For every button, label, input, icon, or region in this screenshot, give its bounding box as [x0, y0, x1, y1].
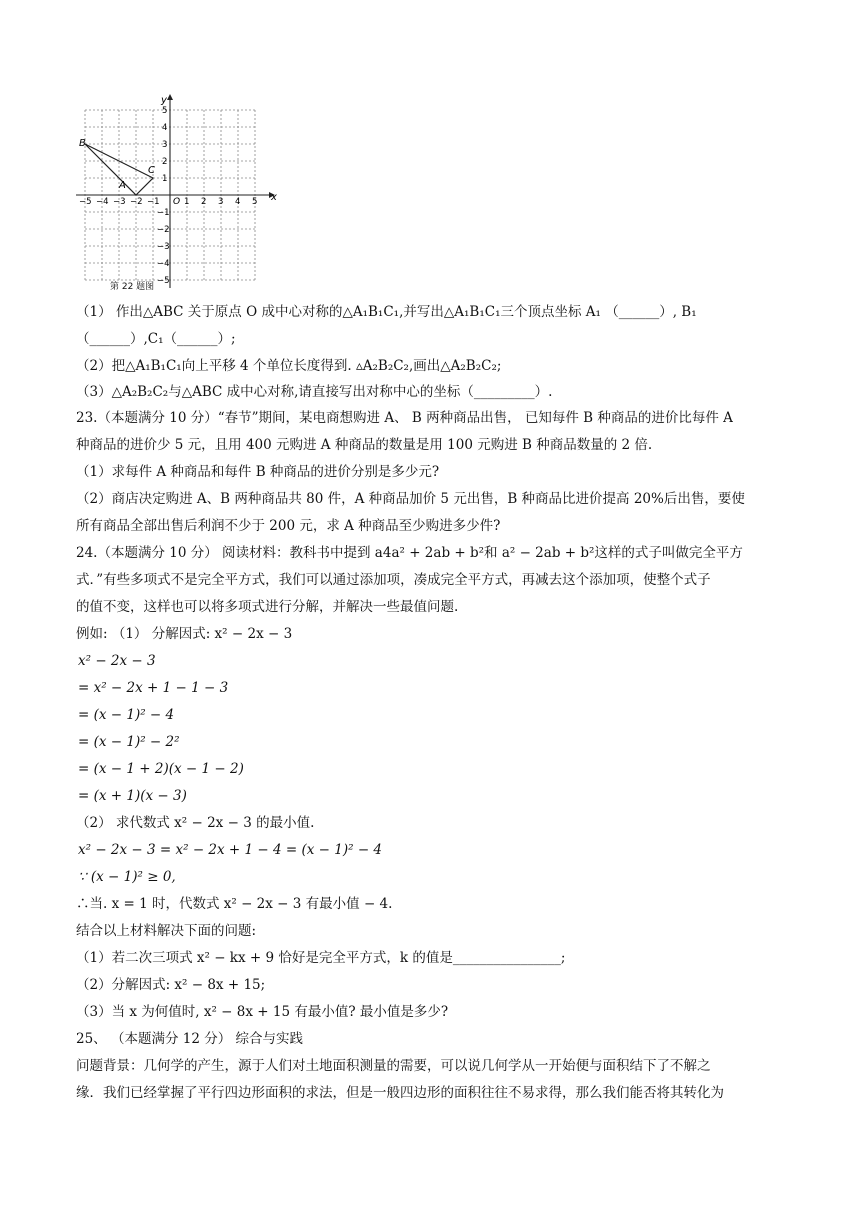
y-tick-labels [157, 106, 170, 286]
y-tick: −4 [157, 259, 170, 269]
q22-part3: （3）△A₂B₂C₂与△ABC 成中心对称,请直接写出对称中心的坐标（_________）. [76, 384, 553, 400]
q24-part1: （1）若二次三项式 x² − kx + 9 恰好是完全平方式，k 的值是________________; [76, 950, 566, 966]
point-a-label: A [119, 180, 126, 191]
example-step: = x² − 2x + 1 − 1 − 3 [78, 680, 229, 696]
x-tick: 2 [201, 197, 207, 207]
q24-line1: 24.（本题满分 10 分） 阅读材料：教科书中提到 a4a² + 2ab + b²和 a² − 2ab + b²这样的式子叫做完全平方 [76, 545, 743, 561]
example-step: ∵ (x − 1)² ≥ 0, [78, 869, 176, 885]
x-tick: −1 [147, 197, 160, 207]
example-step: = (x − 1 + 2)(x − 1 − 2) [78, 761, 244, 777]
x-tick: 3 [218, 197, 224, 207]
x-tick: 1 [184, 197, 190, 207]
example-step: x² − 2x − 3 [78, 653, 156, 669]
point-b-label: B [79, 138, 86, 149]
example-conclusion: ∴当. x = 1 时，代数式 x² − 2x − 3 有最小值 − 4. [76, 896, 393, 912]
example-step: x² − 2x − 3 = x² − 2x + 1 − 4 = (x − 1)² − 4 [78, 842, 383, 858]
y-tick: 3 [162, 140, 168, 150]
q23-line2: 种商品的进价少 5 元，且用 400 元购进 A 种商品的数量是用 100 元购进 B 种商品数量的 2 倍. [76, 437, 653, 453]
q25-line1: 问题背景：几何学的产生，源于人们对土地面积测量的需要，可以说几何学从一开始便与面积结下了不解之 [76, 1058, 711, 1074]
q22-part1-line2: （______）,C₁（______）; [76, 331, 236, 347]
q23-part2-line2: 所有商品全部出售后利润不少于 200 元，求 A 种商品至少购进多少件? [76, 518, 501, 534]
q24-part3: （3）当 x 为何值时, x² − 8x + 15 有最小值? 最小值是多少? [76, 1004, 449, 1020]
coordinate-grid-figure [74, 94, 282, 294]
y-tick: 1 [162, 174, 168, 184]
grid-svg [74, 94, 282, 294]
x-tick: −4 [96, 197, 109, 207]
x-tick: −3 [113, 197, 126, 207]
y-tick: −3 [157, 242, 170, 252]
x-tick-labels [79, 197, 257, 207]
q24-line2: 式．”有些多项式不是完全平方式，我们可以通过添加项，凑成完全平方式，再减去这个添加项，使整个式子 [76, 572, 711, 588]
x-tick: −2 [130, 197, 143, 207]
y-tick: −1 [157, 208, 170, 218]
example-part2: （2） 求代数式 x² − 2x − 3 的最小值. [76, 815, 315, 831]
x-tick: −5 [79, 197, 92, 207]
example-step: = (x − 1)² − 4 [78, 707, 175, 723]
q23-line1: 23.（本题满分 10 分）“春节”期间，某电商想购进 A、 B 两种商品出售， 已知每件 B 种商品的进价比每件 A [76, 410, 733, 426]
y-tick: −2 [157, 225, 170, 235]
q25-line2: 缘．我们已经掌握了平行四边形面积的求法，但是一般四边形的面积往往不易求得，那么我们能否将其转化为 [76, 1085, 724, 1101]
point-c-label: C [148, 165, 155, 176]
origin-label: O [173, 197, 181, 207]
y-tick: 5 [162, 106, 168, 116]
y-tick: 2 [162, 157, 168, 167]
y-axis-label: y [161, 95, 167, 106]
example-step: = (x − 1)² − 2² [78, 734, 180, 750]
example-header: 例如: （1） 分解因式: x² − 2x − 3 [76, 626, 293, 642]
x-tick: 4 [235, 197, 241, 207]
x-tick: 5 [252, 197, 258, 207]
q25-header: 25、 （本题满分 12 分） 综合与实践 [76, 1031, 304, 1047]
y-tick: −5 [157, 276, 170, 286]
figure-caption: 第 22 题图 [110, 282, 155, 292]
q23-part1: （1）求每件 A 种商品和每件 B 种商品的进价分别是多少元? [76, 464, 440, 480]
q24-part2: （2）分解因式: x² − 8x + 15; [76, 977, 266, 993]
q23-part2-line1: （2）商店决定购进 A、B 两种商品共 80 件，A 种商品加价 5 元出售，B 种商品比进价提高 20%后出售，要使 [76, 491, 745, 507]
q22-part2: （2）把△A₁B₁C₁向上平移 4 个单位长度得到. ▵A₂B₂C₂,画出△A₂B₂C₂; [76, 358, 502, 374]
q24-instruction: 结合以上材料解决下面的问题: [76, 923, 257, 939]
example-step: = (x + 1)(x − 3) [78, 788, 187, 804]
q22-part1-line1: （1） 作出△ABC 关于原点 O 成中心对称的△A₁B₁C₁,并写出△A₁B₁C₁三个顶点坐标 A₁ （______）, B₁ [76, 304, 697, 320]
y-tick: 4 [162, 123, 168, 133]
y-axis-arrow-icon [167, 94, 173, 100]
q24-line3: 的值不变，这样也可以将多项式进行分解，并解决一些最值问题. [76, 599, 459, 615]
x-axis-label: x [271, 192, 277, 203]
